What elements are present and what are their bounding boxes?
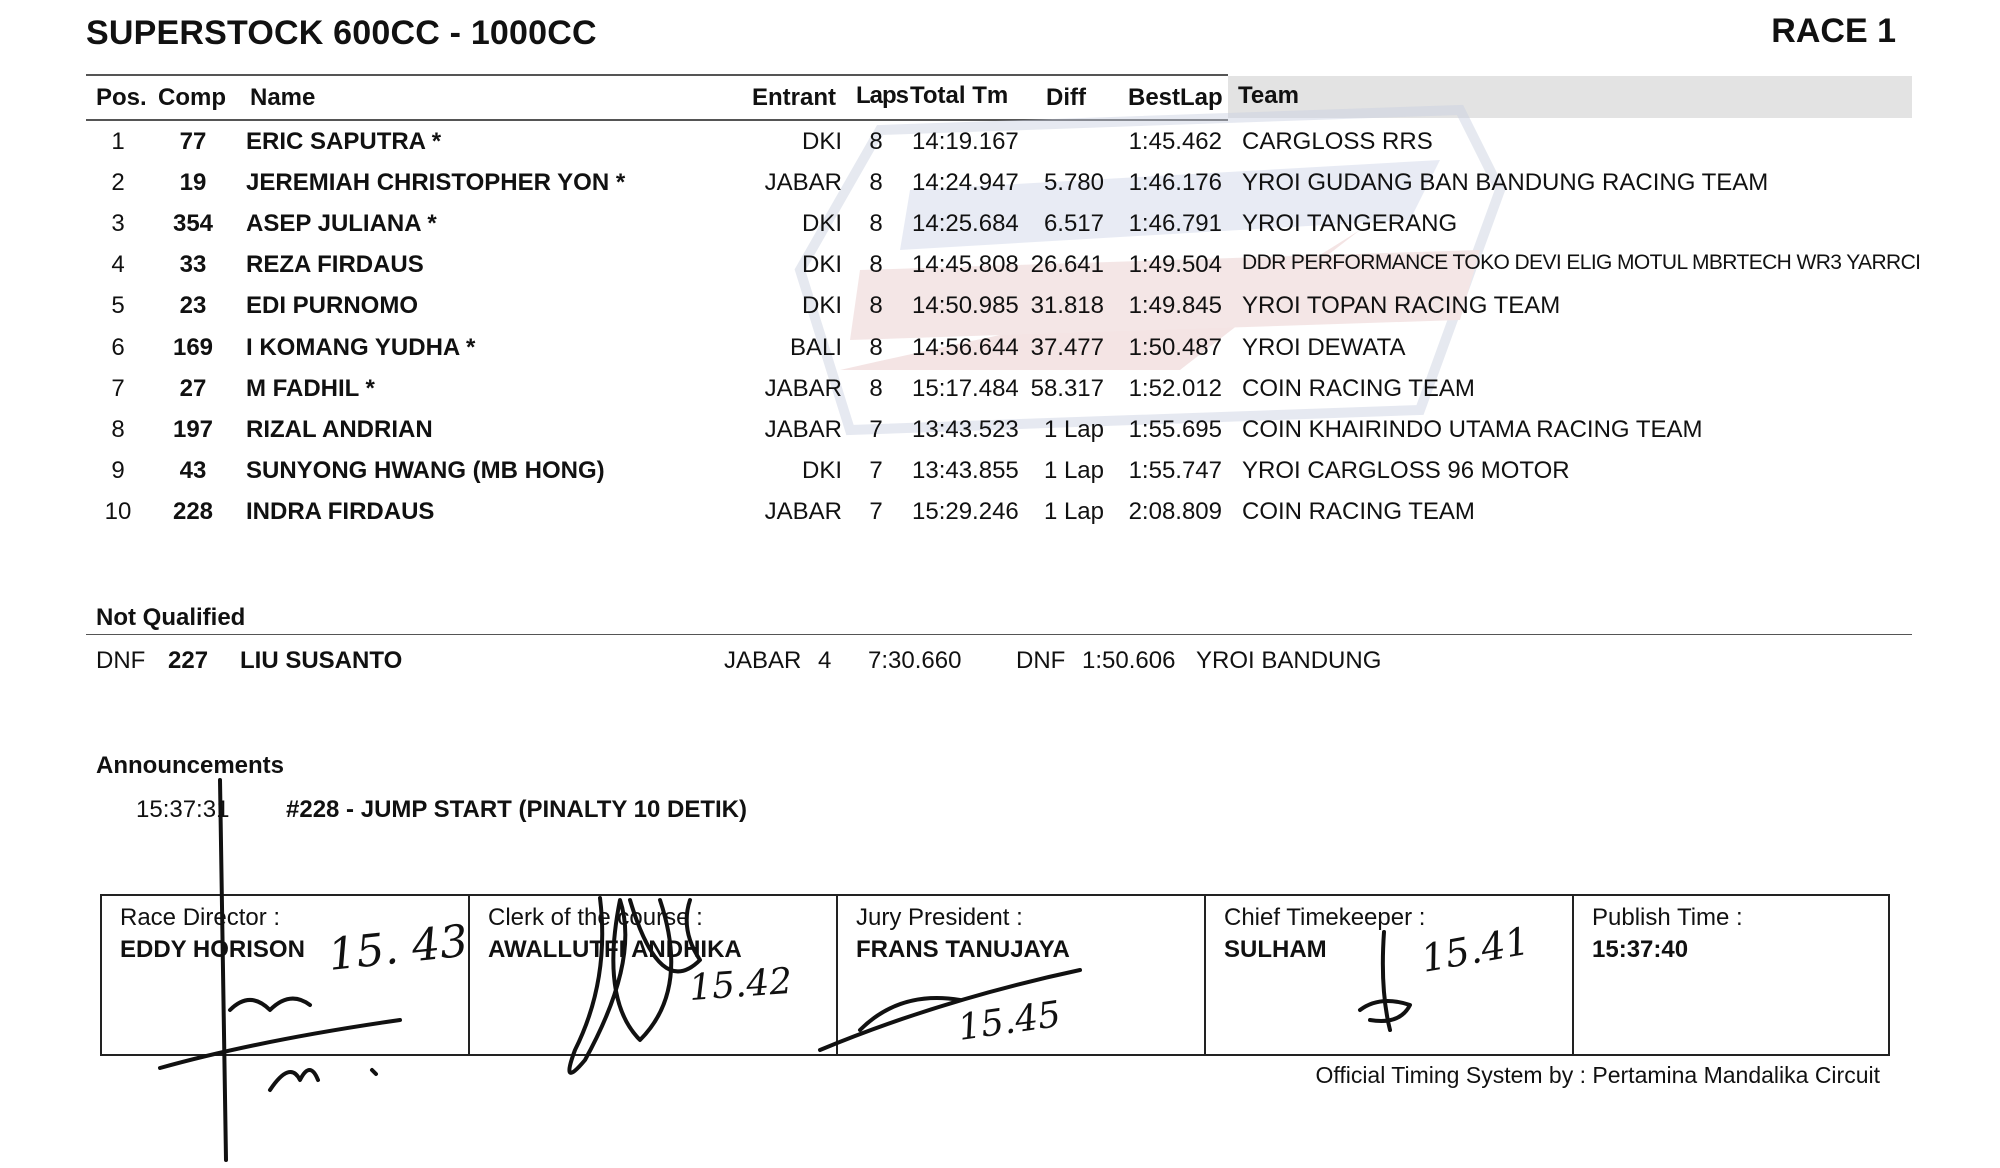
cell-entrant: BALI (789, 334, 842, 361)
cell-name: SUNYONG HWANG (MB HONG) (246, 457, 605, 484)
cell-comp: 227 (168, 647, 209, 674)
cell-pos: DNF (96, 647, 146, 674)
cell-entrant: JABAR (764, 169, 842, 196)
cell-laps: 7 (869, 498, 883, 525)
cell-bestlap: 1:46.791 (1128, 210, 1222, 237)
cell-bestlap: 1:45.462 (1128, 128, 1222, 155)
cell-name: REZA FIRDAUS (246, 251, 424, 278)
cell-laps: 8 (869, 210, 883, 237)
cell-bestlap: 1:46.176 (1128, 169, 1222, 196)
not-qualified-heading: Not Qualified (96, 604, 246, 631)
cell-diff: 6.517 (1043, 210, 1104, 237)
cell-diff: 1 Lap (1043, 416, 1104, 443)
cell-team: COIN RACING TEAM (1242, 375, 1475, 402)
cell-diff: 1 Lap (1043, 498, 1104, 525)
cell-bestlap: 1:50.487 (1128, 334, 1222, 361)
timekeeper-name: SULHAM (1224, 936, 1327, 963)
cell-laps: 8 (869, 292, 883, 319)
cell-pos: 10 (104, 498, 132, 525)
cell-name: EDI PURNOMO (246, 292, 419, 319)
cell-comp: 23 (179, 292, 207, 319)
col-header-team: Team (1238, 82, 1299, 109)
cell-total: 14:45.808 (912, 251, 1019, 278)
cell-pos: 7 (111, 375, 125, 402)
svg-text:15.41: 15.41 (1417, 918, 1533, 981)
cell-total: 15:17.484 (912, 375, 1019, 402)
cell-total: 14:19.167 (912, 128, 1019, 155)
cell-entrant: JABAR (724, 647, 802, 674)
cell-diff: 1 Lap (1043, 457, 1104, 484)
col-header-laps: Laps (856, 82, 909, 109)
col-header-name: Name (250, 84, 316, 111)
cell-bestlap: 1:50.606 (1082, 647, 1176, 674)
cell-team: DDR PERFORMANCE TOKO DEVI ELIG MOTUL MBRTECH WR3 YARRCI (1242, 251, 1921, 274)
race-director-name: EDDY HORISON (120, 936, 305, 963)
cell-diff: 26.641 (1030, 251, 1104, 278)
cell-comp: 27 (179, 375, 207, 402)
cell-name: I KOMANG YUDHA * (246, 334, 476, 361)
cell-bestlap: 1:49.504 (1128, 251, 1222, 278)
cell-entrant: DKI (801, 292, 842, 319)
header-rule-bottom (86, 119, 1228, 121)
cell-name: M FADHIL * (246, 375, 375, 402)
cell-comp: 19 (179, 169, 207, 196)
cell-name: INDRA FIRDAUS (246, 498, 435, 525)
cell-bestlap: 1:49.845 (1128, 292, 1222, 319)
clerk-title: Clerk of the course : (488, 904, 703, 931)
cell-comp: 197 (172, 416, 214, 443)
cell-team: YROI GUDANG BAN BANDUNG RACING TEAM (1242, 169, 1769, 196)
cell-name: ASEP JULIANA * (246, 210, 437, 237)
race-director-title: Race Director : (120, 904, 281, 931)
cell-entrant: DKI (801, 210, 842, 237)
cell-team: YROI BANDUNG (1196, 647, 1382, 674)
cell-diff: 37.477 (1030, 334, 1104, 361)
jury-title: Jury President : (856, 904, 1023, 931)
cell-total: 14:25.684 (912, 210, 1019, 237)
col-header-entrant: Entrant (752, 84, 836, 111)
cell-team: YROI TANGERANG (1242, 210, 1458, 237)
cell-laps: 7 (869, 416, 883, 443)
cell-bestlap: 1:55.695 (1128, 416, 1222, 443)
cell-comp: 77 (179, 128, 207, 155)
cell-pos: 4 (111, 251, 125, 278)
col-header-bestlap: BestLap (1128, 84, 1223, 111)
cell-laps: 8 (869, 251, 883, 278)
cell-entrant: DKI (801, 128, 842, 155)
not-qualified-rule (86, 634, 1912, 635)
cell-entrant: DKI (801, 251, 842, 278)
cell-entrant: JABAR (764, 498, 842, 525)
cell-entrant: JABAR (764, 375, 842, 402)
cell-team: COIN KHAIRINDO UTAMA RACING TEAM (1242, 416, 1703, 443)
footer-credit: Official Timing System by : Pertamina Mandalika Circuit (1315, 1062, 1880, 1088)
jury-name: FRANS TANUJAYA (856, 936, 1070, 963)
col-header-diff: Diff (1046, 84, 1086, 111)
cell-team: COIN RACING TEAM (1242, 498, 1475, 525)
cell-pos: 6 (111, 334, 125, 361)
cell-pos: 2 (111, 169, 125, 196)
cell-pos: 9 (111, 457, 125, 484)
cell-bestlap: 2:08.809 (1128, 498, 1222, 525)
announcements-heading: Announcements (96, 752, 285, 779)
cell-entrant: JABAR (764, 416, 842, 443)
header-rule-top (86, 74, 1228, 76)
cell-name: ERIC SAPUTRA * (246, 128, 442, 155)
announcement-text: #228 - JUMP START (PINALTY 10 DETIK) (286, 796, 747, 823)
cell-comp: 169 (172, 334, 214, 361)
cell-bestlap: 1:52.012 (1128, 375, 1222, 402)
announcement-time: 15:37:31 (136, 796, 230, 823)
cell-total: 7:30.660 (868, 647, 962, 674)
signature-box-timekeeper (1204, 894, 1574, 1056)
cell-comp: 43 (179, 457, 207, 484)
cell-comp: 228 (172, 498, 214, 525)
cell-bestlap: 1:55.747 (1128, 457, 1222, 484)
clerk-name: AWALLUTFI ANDHIKA (488, 936, 742, 963)
cell-total: 15:29.246 (912, 498, 1019, 525)
cell-diff: 58.317 (1030, 375, 1104, 402)
report-title: SUPERSTOCK 600CC - 1000CC (86, 14, 597, 52)
cell-team: YROI CARGLOSS 96 MOTOR (1242, 457, 1570, 484)
cell-team: CARGLOSS RRS (1242, 128, 1433, 155)
col-header-pos: Pos. (96, 84, 147, 111)
signature-box-race-director (100, 894, 470, 1056)
cell-laps: 8 (869, 334, 883, 361)
svg-text:15. 43: 15. 43 (325, 915, 471, 981)
cell-total: 14:50.985 (912, 292, 1019, 319)
cell-laps: 8 (869, 169, 883, 196)
col-header-comp: Comp (158, 84, 226, 111)
signature-box-jury (836, 894, 1206, 1056)
cell-team: YROI DEWATA (1242, 334, 1406, 361)
cell-total: 14:56.644 (912, 334, 1019, 361)
cell-pos: 1 (111, 128, 125, 155)
svg-text:15.42: 15.42 (687, 960, 794, 1009)
cell-total: 13:43.523 (912, 416, 1019, 443)
cell-name: RIZAL ANDRIAN (246, 416, 433, 443)
cell-comp: 33 (179, 251, 207, 278)
cell-total: 13:43.855 (912, 457, 1019, 484)
race-label: RACE 1 (1771, 12, 1896, 50)
cell-laps: 8 (869, 128, 883, 155)
cell-pos: 3 (111, 210, 125, 237)
cell-pos: 5 (111, 292, 125, 319)
signature-box-publish (1572, 894, 1890, 1056)
cell-laps: 4 (818, 647, 832, 674)
svg-text:15.45: 15.45 (955, 993, 1064, 1049)
cell-entrant: DKI (801, 457, 842, 484)
timekeeper-title: Chief Timekeeper : (1224, 904, 1426, 931)
cell-diff: 31.818 (1030, 292, 1104, 319)
cell-comp: 354 (172, 210, 214, 237)
cell-total: 14:24.947 (912, 169, 1019, 196)
cell-team: YROI TOPAN RACING TEAM (1242, 292, 1561, 319)
cell-name: LIU SUSANTO (240, 647, 403, 674)
cell-pos: 8 (111, 416, 125, 443)
cell-laps: 8 (869, 375, 883, 402)
publish-title: Publish Time : (1592, 904, 1743, 931)
cell-diff: 5.780 (1043, 169, 1104, 196)
cell-diff: DNF (1016, 647, 1066, 674)
publish-time: 15:37:40 (1592, 936, 1689, 963)
cell-laps: 7 (869, 457, 883, 484)
cell-name: JEREMIAH CHRISTOPHER YON * (246, 169, 626, 196)
col-header-total: Total Tm (910, 82, 1009, 109)
signature-box-clerk (468, 894, 838, 1056)
